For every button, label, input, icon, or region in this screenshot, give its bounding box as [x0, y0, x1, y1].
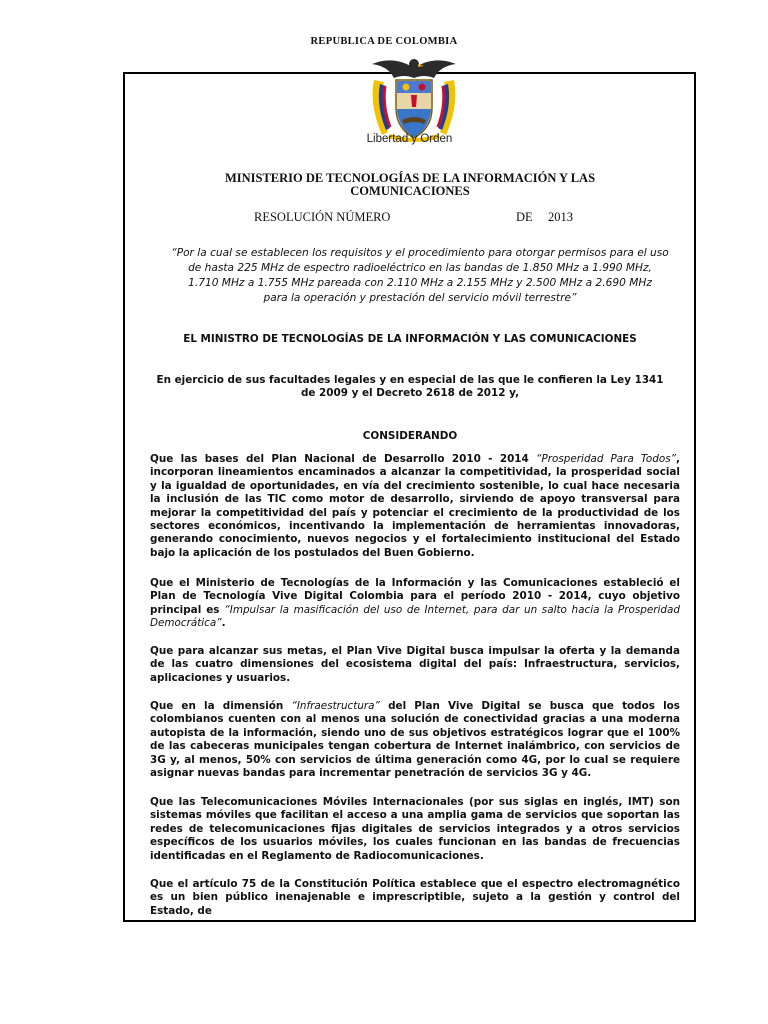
paragraph-text: Que el Ministerio de Tecnologías de la Información y las Comunicaciones estableció el Plan de Tecnología Vive Digital Colombia para el período 2010 - 2014, cuyo objetivo principal es	[150, 577, 680, 616]
paragraph-italic: “Impulsar la masificación del uso de Internet, para dar un salto hacia la Prosperidad Democrática”	[150, 603, 680, 630]
ministry-title: MINISTERIO DE TECNOLOGÍAS DE LA INFORMACIÓN Y LAS COMUNICACIONES	[224, 171, 596, 198]
paragraph-italic: “Infraestructura”	[291, 700, 380, 712]
resolution-label: RESOLUCIÓN NÚMERO	[254, 210, 391, 224]
paragraph-text: , incorporan lineamientos encaminados a alcanzar la competitividad, la prosperidad social y la igualdad de oportunidades, en vía del crecimiento sostenible, lo cual hace necesaria la inclusión de las TIC como motor de desarrollo, sirviendo de apoyo transversal para mejorar la competitividad del país y potenciar el crecimiento de la productividad de los sectores económicos, incentivando la implementación de herramientas innovadoras, generando conocimiento, nuevos negocios y el fortalecimiento institucional del Estado bajo la aplicación de los postulados del Buen Gobierno.	[150, 453, 680, 559]
paragraph-text: .	[221, 617, 226, 630]
quote-line: “Por la cual se establecen los requisitos y el procedimiento para otorgar permisos para el uso	[171, 247, 669, 259]
paragraph-2	[150, 577, 680, 631]
considerando-heading: CONSIDERANDO	[362, 430, 458, 442]
quote-line: para la operación y prestación del servicio móvil terrestre”	[263, 292, 577, 304]
resolution-subject	[160, 246, 680, 306]
quote-line: de hasta 225 MHz de espectro radioeléctrico en las bandas de 1.850 MHz a 1.990 MHz,	[188, 262, 652, 274]
paragraph-text: Que las bases del Plan Nacional de Desarrollo 2010 - 2014	[150, 453, 537, 465]
paragraph-3: Que para alcanzar sus metas, el Plan Vive Digital busca impulsar la oferta y la demanda de las cuatro dimensiones del ecosistema digital del país: Infraestructura, servicios, aplicaciones y usuarios.	[150, 645, 680, 684]
paragraph-text: Que en la dimensión	[150, 700, 292, 712]
resolution-year: 2013	[548, 210, 573, 224]
paragraph-text: del Plan Vive Digital se busca que todos los colombianos cuenten con al menos una solución de conectividad gracias a una moderna autopista de la información, siendo uno de sus objetivos estratégicos lograr que el 100% de las cabeceras municipales tengan cobertura de Internet inalámbrico, con servicios de 3G y, al menos, 50% con servicios de última generación como 4G, por lo cual se requiere asignar nuevas bandas para incrementar penetración de servicios 3G y 4G.	[150, 700, 680, 780]
paragraph-1	[150, 453, 680, 560]
faculties-statement: En ejercicio de sus facultades legales y en especial de las que le confieren la Ley 1341 de 2009 y el Decreto 2618 de 2012 y,	[156, 374, 664, 400]
country-heading: REPUBLICA DE COLOMBIA	[310, 36, 458, 47]
paragraph-italic: “Prosperidad Para Todos”	[536, 453, 677, 465]
quote-line: 1.710 MHz a 1.755 MHz pareada con 2.110 MHz a 2.155 MHz y 2.500 MHz a 2.690 MHz	[188, 277, 652, 289]
paragraph-5: Que las Telecomunicaciones Móviles Internacionales (por sus siglas en inglés, IMT) son sistemas móviles que facilitan el acceso a una amplia gama de servicios que soportan las redes de telecomunicaciones fijas digitales de servicios integrados y a otros servicios específicos de los usuarios móviles, los cuales funcionan en las bandas de frecuencias identificadas en el Reglamento de Radiocomunicaciones.	[150, 796, 680, 862]
paragraph-4	[150, 700, 680, 780]
motto: Libertad y Orden	[366, 133, 453, 145]
minister-heading: EL MINISTRO DE TECNOLOGÍAS DE LA INFORMACIÓN Y LAS COMUNICACIONES	[183, 333, 637, 345]
paragraph-6: Que el artículo 75 de la Constitución Política establece que el espectro electromagnético es un bien público inenajenable e imprescriptible, sujeto a la gestión y control del Estado, de	[150, 878, 680, 917]
date-prefix: DE	[516, 210, 533, 224]
